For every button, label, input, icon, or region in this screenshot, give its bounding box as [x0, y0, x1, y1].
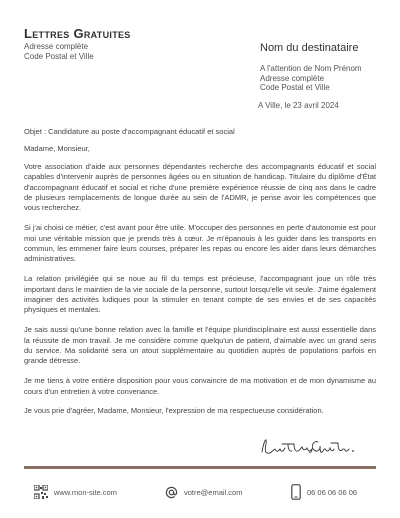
footer-divider: [24, 466, 376, 469]
phone-icon: [291, 484, 301, 500]
website-text: www.mon-site.com: [54, 487, 117, 497]
letter-paragraph: Si j'ai choisi ce métier, c'est avant pour être utile. M'occuper des personnes en perte d'autonomie est pour moi une véritable mission que je prends très à cœur. Je m'épanouis à les guider dans les transports en commun, les emmener faire leurs courses, préparer les repas ou encore les aider dans leurs démarches administratives.: [24, 223, 376, 264]
recipient-address-line1: Adresse complète: [260, 73, 325, 83]
letter-paragraph: La relation privilégiée qui se noue au fil du temps est précieuse, l'accompagnant joue un rôle très important dans le maintien de la vie sociale de la personne, surtout lorsqu'elle vit seule. J'aime également imaginer des activités ludiques pour la stimuler en tenant compte de ses envies et de ses capacités physiques et mentales.: [24, 274, 376, 315]
letter-paragraph: Votre association d'aide aux personnes dépendantes recherche des accompagnants éducatif et social capables d'intervenir auprès de personnes âgées ou en situation de handicap. Titulaire du diplôme d'État d'accompagnant éducatif et social et riche d'une première expérience réussie de cinq ans dans le cadre de plusieurs remplacements de longue durée au sein de l'ADMR, je pense avoir les compétences que vous recherchez.: [24, 161, 376, 213]
at-sign-icon: [165, 486, 178, 499]
footer-website: [34, 484, 117, 500]
letter-closing: Je vous prie d'agréer, Madame, Monsieur, l'expression de ma respectueuse considération.: [24, 406, 324, 416]
recipient-name: Nom du destinataire: [260, 42, 359, 54]
recipient-attention: A l'attention de Nom Prénom: [260, 64, 362, 73]
handwritten-signature: [258, 430, 358, 460]
letter-paragraph: Je me tiens à votre entière disposition pour vous convaincre de ma motivation et de mon dynamisme au cours d'un entretien à votre convenance.: [24, 376, 376, 396]
email-text: votre@email.com: [184, 487, 243, 497]
sender-address-line2: Code Postal et Ville: [24, 51, 94, 61]
letter-body: [24, 127, 376, 426]
footer-phone: [291, 484, 357, 500]
letter-paragraph: Je sais aussi qu'une bonne relation avec la famille et l'équipe pluridisciplinaire est aussi essentielle dans la réussite de mon travail. Je me considère comme quelqu'un de patient, d'aimable avec un grand sens du service. Ma solidarité sera un atout supplémentaire au quotidien auprès de populations parfois en grande détresse.: [24, 325, 376, 366]
letter-date: A Ville, le 23 avril 2024: [258, 101, 339, 110]
qr-code-icon: [34, 485, 48, 499]
sender-name: Lettres Gratuites: [24, 26, 131, 41]
footer-email: [165, 484, 242, 500]
letter-object: Objet : Candidature au poste d'accompagnant éducatif et social: [24, 127, 235, 136]
letter-salutation: Madame, Monsieur,: [24, 144, 90, 154]
sender-address: [24, 42, 94, 61]
phone-text: 06 06 06 06 06: [307, 487, 358, 497]
recipient-address-line2: Code Postal et Ville: [260, 83, 330, 92]
sender-address-line1: Adresse complète: [24, 42, 89, 51]
recipient-address: [260, 64, 362, 93]
